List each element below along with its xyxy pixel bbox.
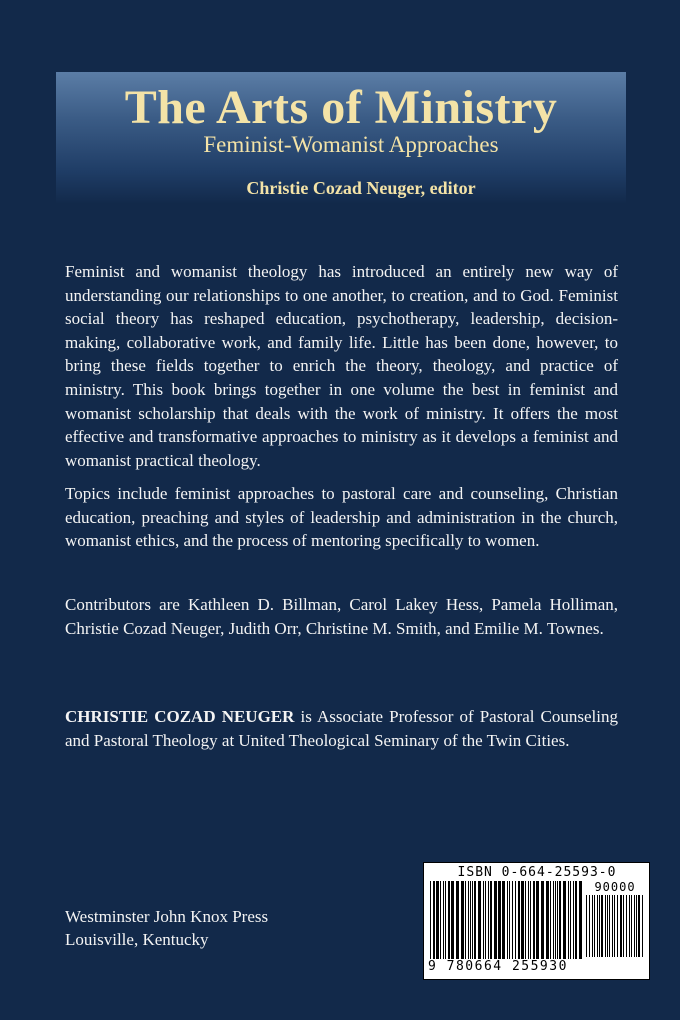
barcode-bar bbox=[490, 881, 492, 959]
barcode-bar bbox=[488, 881, 489, 959]
barcode-bar bbox=[536, 881, 539, 959]
description-paragraph-1: Feminist and womanist theology has introduced an entirely new way of understanding our relationships to one another, to creation, and to God. Feminist social theory has reshaped education, psychotherapy, leadership, decision-making, collaborative work, and family life. Little has been done, however, to bring these fields together to enrich the theory, theology, and practice of ministry. This book brings together in one volume the best in feminist and womanist scholarship that deals with the work of ministry. It offers the most effective and transformative approaches to ministry as it develops a feminist and womanist practical theology. bbox=[65, 262, 618, 470]
ean-digits: 9 780664 255930 bbox=[428, 959, 568, 974]
price-addon-digits: 90000 bbox=[594, 880, 636, 894]
barcode-bar bbox=[445, 881, 446, 959]
barcode-bar bbox=[617, 895, 618, 957]
barcode-bar bbox=[601, 895, 603, 957]
barcode-bar bbox=[448, 881, 450, 959]
barcode-bar bbox=[579, 881, 582, 959]
barcode-bar bbox=[550, 881, 551, 959]
barcode-bar bbox=[553, 881, 554, 959]
barcode-bar bbox=[472, 881, 473, 959]
barcode-bar bbox=[521, 881, 524, 959]
barcode-bar bbox=[557, 881, 558, 959]
barcode-bar bbox=[599, 895, 600, 957]
book-title: The Arts of Ministry bbox=[124, 81, 558, 134]
barcode-bar bbox=[607, 895, 608, 957]
barcode-bar bbox=[612, 895, 613, 957]
barcode-bar bbox=[636, 895, 637, 957]
barcode-bar bbox=[502, 881, 505, 959]
barcode-bar bbox=[589, 895, 590, 957]
barcode-bar bbox=[507, 881, 508, 959]
author-bio bbox=[65, 705, 618, 752]
barcode-bar bbox=[642, 895, 643, 957]
barcode-bar bbox=[430, 881, 431, 959]
barcode-bar bbox=[518, 881, 520, 959]
barcode-bar bbox=[478, 881, 481, 959]
barcode-bar bbox=[440, 881, 441, 959]
barcode-bar bbox=[609, 895, 610, 957]
barcode-bar bbox=[494, 881, 497, 959]
barcode-bar bbox=[515, 881, 516, 959]
barcode-bar bbox=[563, 881, 566, 959]
barcode-bar bbox=[509, 881, 510, 959]
barcode-bar bbox=[456, 881, 459, 959]
barcode-bar bbox=[586, 895, 587, 957]
description-paragraph-2: Topics include feminist approaches to pastoral care and counseling, Christian education, preaching and styles of leadership and administration in the church, womanist ethics, and the process of mentoring specifically to women. bbox=[65, 484, 618, 551]
barcode-bar bbox=[541, 881, 544, 959]
barcode-bar bbox=[592, 895, 593, 957]
barcode-bar bbox=[568, 881, 569, 959]
barcode-bar bbox=[575, 881, 577, 959]
publisher-location: Louisville, Kentucky bbox=[65, 930, 209, 949]
barcode-bar bbox=[530, 881, 531, 959]
barcode-bar bbox=[570, 881, 571, 959]
publisher-name: Westminster John Knox Press bbox=[65, 907, 269, 926]
barcode-bar bbox=[634, 895, 635, 957]
barcode-bar bbox=[528, 881, 529, 959]
barcode-bar bbox=[620, 895, 622, 957]
barcode-bar bbox=[433, 881, 435, 959]
barcode-bar bbox=[594, 895, 595, 957]
barcode-bar bbox=[626, 895, 627, 957]
contributors-paragraph: Contributors are Kathleen D. Billman, Carol Lakey Hess, Pamela Holliman, Christie Cozad Neuger, Judith Orr, Christine M. Smith, and Emilie M. Townes. bbox=[65, 595, 618, 638]
barcode-bar bbox=[605, 895, 606, 957]
barcode-bar bbox=[483, 881, 484, 959]
ean-barcode-bars bbox=[428, 881, 582, 959]
barcode-bar bbox=[498, 881, 501, 959]
barcode-bar bbox=[470, 881, 471, 959]
barcode-bar bbox=[638, 895, 640, 957]
barcode-bar bbox=[533, 881, 535, 959]
barcode-bar bbox=[614, 895, 615, 957]
addon-barcode-bars bbox=[584, 895, 646, 957]
barcode-bar bbox=[623, 895, 624, 957]
barcode-bar bbox=[559, 881, 561, 959]
publisher-block bbox=[65, 905, 268, 951]
barcode-bar bbox=[485, 881, 486, 959]
barcode-bar bbox=[631, 895, 632, 957]
book-subtitle: Feminist-Womanist Approaches bbox=[203, 132, 499, 157]
author-name: CHRISTIE COZAD NEUGER bbox=[65, 707, 295, 726]
barcode-bar bbox=[451, 881, 454, 959]
author-bio-text: is Associate Professor of Pastoral Counseling and Pastoral Theology at United Theological Seminary of the Twin Cities. bbox=[65, 707, 619, 750]
barcode-bar bbox=[573, 881, 574, 959]
barcode-bar bbox=[555, 881, 556, 959]
barcode bbox=[423, 862, 650, 980]
barcode-bar bbox=[525, 881, 526, 959]
barcode-bar bbox=[474, 881, 476, 959]
barcode-bar bbox=[436, 881, 439, 959]
barcode-bar bbox=[465, 881, 466, 959]
barcode-bar bbox=[512, 881, 513, 959]
barcode-bar bbox=[443, 881, 444, 959]
editor-credit: Christie Cozad Neuger, editor bbox=[246, 178, 476, 198]
barcode-bar bbox=[461, 881, 464, 959]
barcode-bar bbox=[629, 895, 630, 957]
isbn-label: ISBN 0-664-25593-0 bbox=[457, 865, 617, 880]
barcode-bar bbox=[468, 881, 469, 959]
barcode-bar bbox=[546, 881, 549, 959]
barcode-bar bbox=[597, 895, 598, 957]
